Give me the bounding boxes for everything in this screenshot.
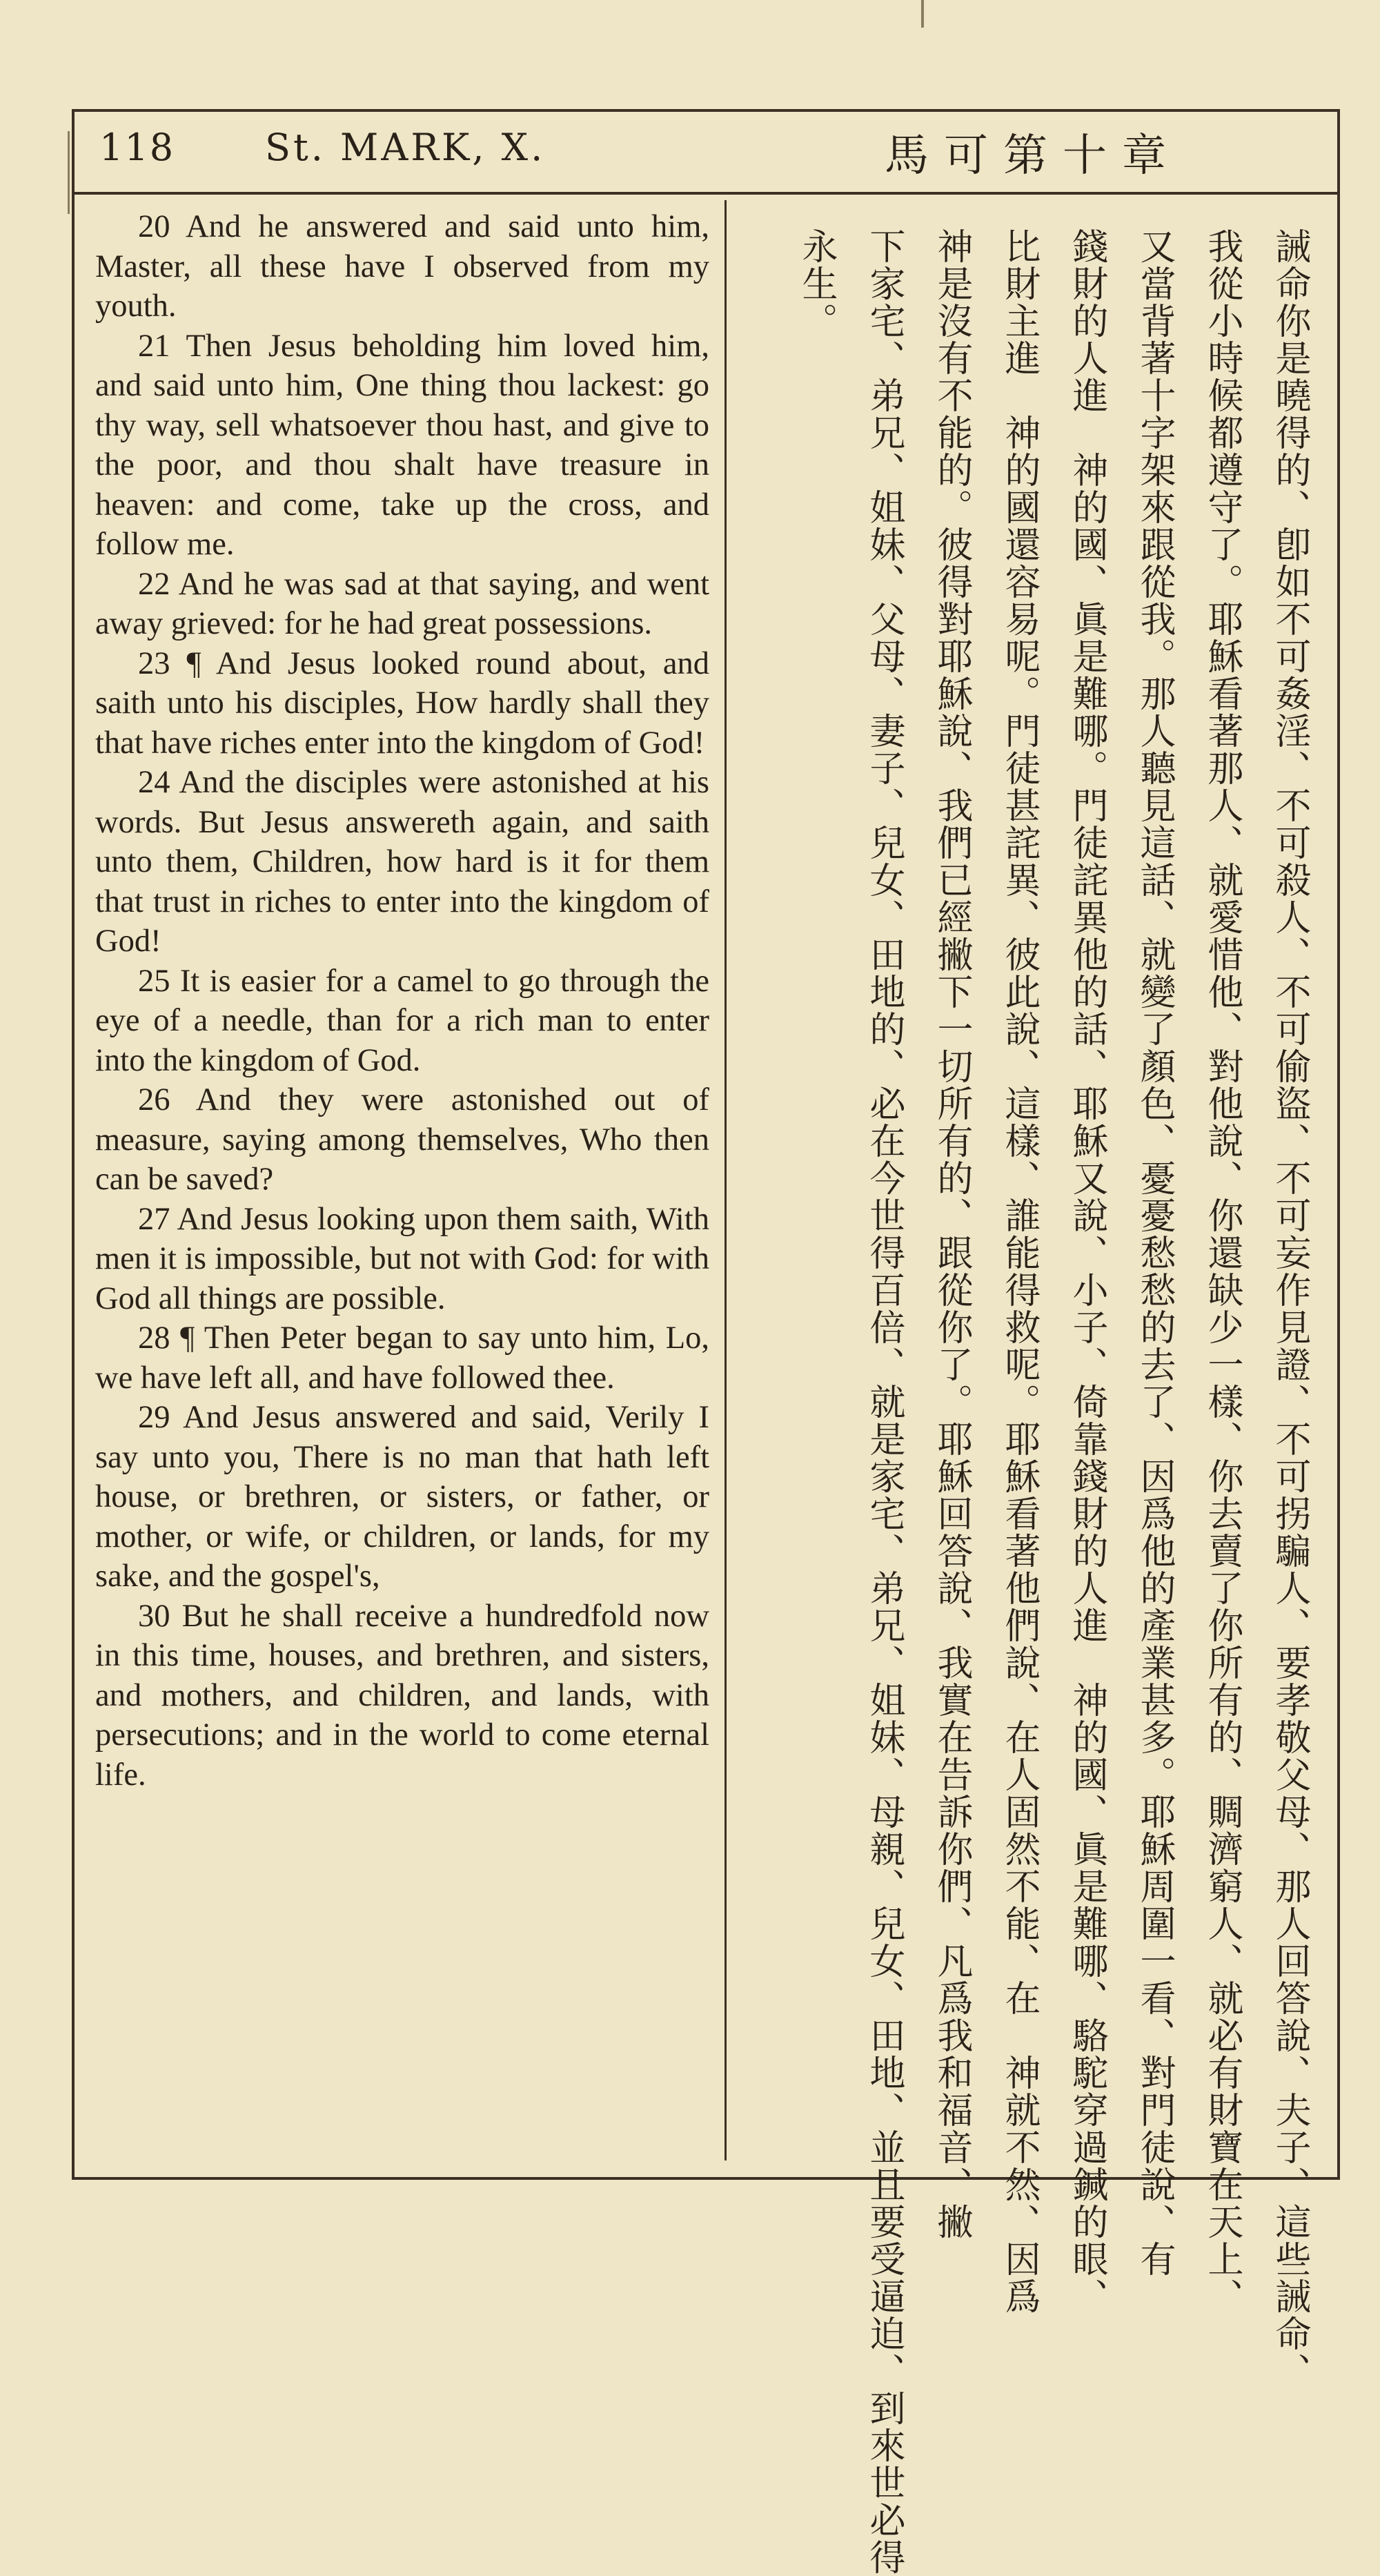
chinese-line-3: 又當背著十字架來跟從我。那人聽見這話、就變了顏色、憂憂愁愁的去了、因爲他的產業甚多。耶穌周圍一看、對門徒說、有 bbox=[1134, 228, 1175, 2278]
chinese-line-7: 下家宅、弟兄、姐妹、父母、妻子、兒女、田地的、必在今世得百倍、就是家宅、弟兄、姐妹、母親、兒女、田地、並且要受逼迫、到來世必得 bbox=[863, 228, 905, 2576]
chinese-line-2: 我從小時候都遵守了。耶穌看著那人、就愛惜他、對他說、你還缺少一樣、你去賣了你所有的、賙濟窮人、就必有財寶在天上、 bbox=[1201, 228, 1243, 2315]
chinese-line-8: 永生。 bbox=[796, 228, 837, 340]
chinese-line-6: 神是沒有不能的。彼得對耶穌說、我們已經撇下一切所有的、跟從你了。耶穌回答說、我實在告訴你們、凡爲我和福音、撇 bbox=[931, 228, 972, 2241]
verse-25: 25 It is easier for a camel to go through the eye of a needle, than for a rich man to enter into the kingdom of God. bbox=[95, 963, 709, 1078]
chinese-line-4: 錢財的人進 神的國、眞是難哪。門徒詫異他的話、耶穌又說、小子、倚靠錢財的人進 神的國、眞是難哪、駱駝穿過鍼的眼、 bbox=[1066, 228, 1107, 2315]
column-divider bbox=[724, 200, 727, 2160]
verse-22: 22 And he was sad at that saying, and went away grieved: for he had great possessions. bbox=[95, 566, 709, 641]
chinese-line-1: 誡命你是曉得的、卽如不可姦淫、不可殺人、不可偷盜、不可妄作見證、不可拐騙人、要孝敬父母、那人回答說、夫子、這些誡命、 bbox=[1269, 228, 1310, 2390]
verse-29: 29 And Jesus answered and said, Verily I say unto you, There is no man that hath left house, or brethren, or sisters, or father, or mother, or wife, or children, or lands, for my sake, and the gospel's, bbox=[95, 1400, 709, 1594]
verse-30: 30 But he shall receive a hundredfold now in this time, houses, and brethren, and sisters, and mothers, and children, and lands, with persecutions; and in the world to come eternal life. bbox=[95, 1598, 709, 1793]
verse-26: 26 And they were astonished out of measure, saying among themselves, Who then can be saved? bbox=[95, 1082, 709, 1197]
margin-mark bbox=[921, 0, 924, 28]
english-text-column bbox=[95, 207, 709, 1795]
chinese-running-head: 馬可第十章 bbox=[885, 130, 1181, 182]
chinese-text-column bbox=[759, 228, 1311, 2576]
chinese-line-5: 比財主進 神的國還容易呢。門徒甚詫異、彼此說、這樣、誰能得救呢。耶穌看著他們說、在人固然不能、在 神就不然、因爲 bbox=[998, 228, 1040, 2315]
verse-20: 20 And he answered and said unto him, Master, all these have I observed from my youth. bbox=[95, 209, 709, 324]
margin-mark-left bbox=[68, 131, 70, 214]
page-number: 118 bbox=[99, 126, 175, 169]
verse-23: 23 ¶ And Jesus looked round about, and saith unto his disciples, How hardly shall they that have riches enter into the kingdom of God! bbox=[95, 645, 709, 761]
page-header bbox=[72, 109, 1340, 195]
verse-21: 21 Then Jesus beholding him loved him, and said unto him, One thing thou lackest: go thy way, sell whatsoever thou hast, and give to the poor, and thou shalt have treasure in heaven: and come, take up the cross, and follow me. bbox=[95, 328, 709, 562]
verse-28: 28 ¶ Then Peter began to say unto him, Lo, we have left all, and have followed thee. bbox=[95, 1320, 709, 1396]
verse-24: 24 And the disciples were astonished at his words. But Jesus answereth again, and saith unto them, Children, how hard is it for them that trust in riches to enter into the kingdom of God! bbox=[95, 765, 709, 959]
verse-27: 27 And Jesus looking upon them saith, With men it is impossible, but not with God: for with God all things are possible. bbox=[95, 1201, 709, 1316]
running-head: St. MARK, X. bbox=[265, 126, 546, 169]
